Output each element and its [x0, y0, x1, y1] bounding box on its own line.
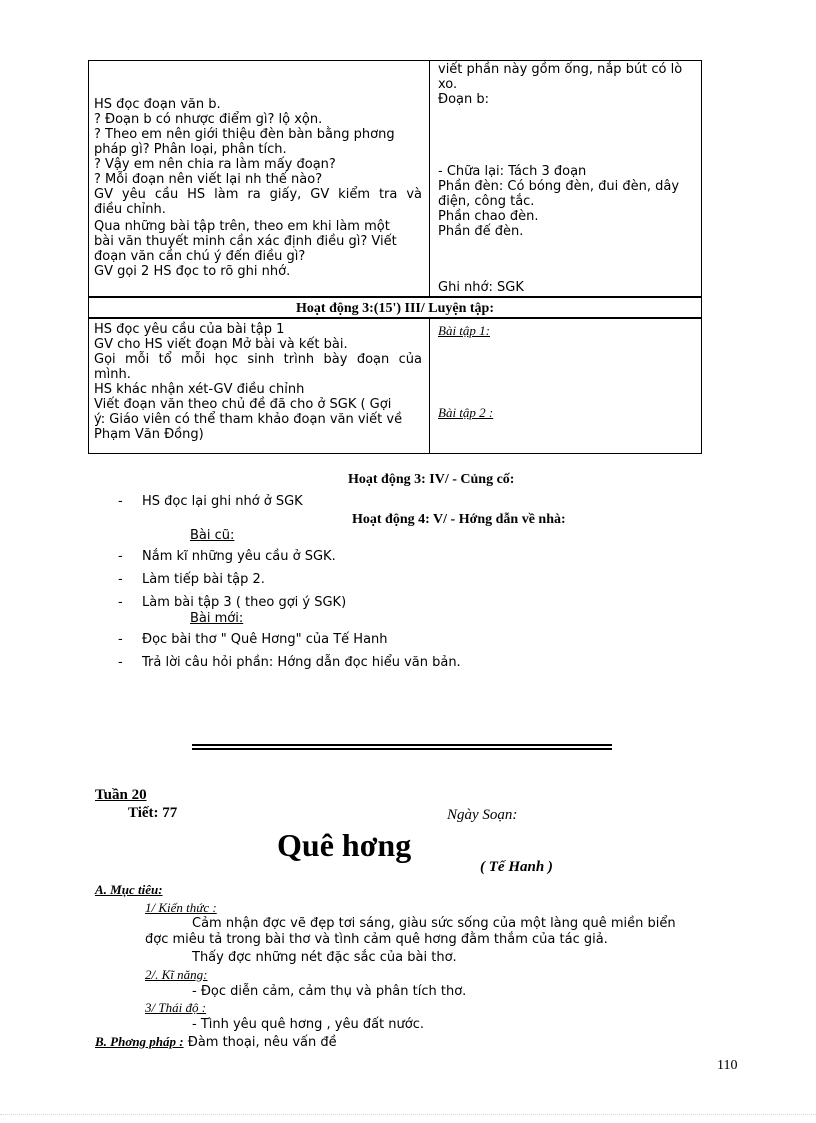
row1-left-line: điều chỉnh.	[94, 202, 166, 217]
row2-left-line: HS khác nhận xét-GV điều chỉnh	[94, 382, 305, 397]
lesson-table	[88, 60, 702, 454]
consolidation-heading: Hoạt động 3: IV/ - Củng cố:	[348, 472, 515, 487]
table-border-bottom	[88, 453, 702, 454]
row1-left-line: bài văn thuyết minh cần xác định điều gì? Viết	[94, 234, 397, 249]
old-lesson-item: Nắm kĩ những yêu cầu ở SGK.	[142, 549, 336, 564]
separator-rule-bottom	[192, 748, 612, 750]
bullet-dash: -	[118, 549, 123, 564]
row2-left-line: GV cho HS viết đoạn Mở bài và kết bài.	[94, 337, 348, 352]
row1-right-line: viết phần này gồm ống, nắp bút có lò	[438, 62, 683, 77]
old-lesson-item: Làm bài tập 3 ( theo gợi ý SGK)	[142, 595, 347, 610]
row2-left-line: HS đọc yêu cầu của bài tập 1	[94, 322, 285, 337]
old-lesson-label: Bài cũ:	[190, 528, 235, 543]
method-label: B. Phơng pháp :	[95, 1034, 184, 1049]
row1-left-cell	[94, 97, 422, 279]
row1-left-line: HS đọc đoạn văn b.	[94, 97, 221, 112]
row1-right-cell	[438, 62, 696, 107]
skills-line: - Đọc diễn cảm, cảm thụ và phân tích thơ.	[192, 984, 467, 999]
row1-right-line: Phần chao đèn.	[438, 209, 539, 224]
row2-left-line: mình.	[94, 367, 131, 382]
table-border-right	[701, 60, 702, 454]
bullet-dash: -	[118, 572, 123, 587]
method-text: Đàm thoại, nêu vấn đề	[183, 1035, 337, 1050]
row2-left-cell	[94, 322, 422, 442]
attitude-line: - Tình yêu quê hơng , yêu đất nước.	[192, 1017, 424, 1032]
separator-rule-top	[192, 744, 612, 746]
row2-left-line: Phạm Văn Đồng)	[94, 427, 204, 442]
row1-right-line: Phần đế đèn.	[438, 224, 524, 239]
homework-heading: Hoạt động 4: V/ - Hớng dẫn về nhà:	[352, 512, 566, 527]
author-name: ( Tế Hanh )	[480, 859, 553, 875]
row1-left-line: GV yêu cầu HS làm ra giấy, GV kiểm tra và	[94, 187, 422, 202]
date-label: Ngày Soạn:	[447, 807, 518, 823]
exercise2-label: Bài tập 2 :	[438, 405, 494, 420]
old-lesson-item: Làm tiếp bài tập 2.	[142, 572, 265, 587]
bullet-dash: -	[118, 494, 123, 509]
table-rule-header-top	[88, 296, 702, 298]
method-line	[95, 1034, 337, 1050]
row1-left-line: ? Theo em nên giới thiệu đèn bàn bằng phơng	[94, 127, 395, 142]
row1-right-line: Phần đèn: Có bóng đèn, đui đèn, dây	[438, 179, 680, 194]
row2-left-line: Viết đoạn văn theo chủ đề đã cho ở SGK ( Gợi	[94, 397, 392, 412]
row1-right-cell-lower	[438, 164, 696, 239]
row1-left-line: pháp gì? Phân loại, phân tích.	[94, 142, 287, 157]
row1-left-line: đoạn văn cần chú ý đến điều gì?	[94, 249, 306, 264]
new-lesson-item: Trả lời câu hỏi phần: Hớng dẫn đọc hiểu văn bản.	[142, 655, 461, 670]
bullet-dash: -	[118, 632, 123, 647]
period-label: Tiết: 77	[128, 805, 178, 821]
table-border-left	[88, 60, 89, 454]
activity3-header: Hoạt động 3:(15') III/ Luyện tập:	[296, 301, 494, 316]
knowledge-label: 1/ Kiến thức :	[145, 900, 217, 915]
row1-left-line: ? Đoạn b có nhược điểm gì? lộ xộn.	[94, 112, 323, 127]
attitude-label: 3/ Thái độ :	[145, 1000, 207, 1015]
table-rule-header-bottom	[88, 317, 702, 319]
row1-left-line: GV gọi 2 HS đọc to rõ ghi nhớ.	[94, 264, 291, 279]
row1-right-memo: Ghi nhớ: SGK	[438, 280, 524, 295]
new-lesson-item: Đọc bài thơ " Quê Hơng" của Tế Hanh	[142, 632, 388, 647]
bullet-dash: -	[118, 595, 123, 610]
lesson-title: Quê hơng	[277, 827, 412, 863]
knowledge-line: Thấy đợc những nét đặc sắc của bài thơ.	[192, 950, 457, 965]
week-label: Tuần 20	[95, 787, 147, 803]
consolidation-item: HS đọc lại ghi nhớ ở SGK	[142, 494, 303, 509]
new-lesson-label: Bài mới:	[190, 611, 244, 626]
objectives-heading: A. Mục tiêu:	[95, 882, 163, 897]
row1-right-line: Đoạn b:	[438, 92, 489, 107]
page-number: 110	[717, 1058, 738, 1073]
bullet-dash: -	[118, 655, 123, 670]
row1-left-line: ? Vậy em nên chia ra làm mấy đoạn?	[94, 157, 336, 172]
row1-left-line: Qua những bài tập trên, theo em khi làm một	[94, 219, 390, 234]
knowledge-line: đợc miêu tả trong bài thơ và tình cảm quê hơng đằm thắm của tác giả.	[145, 932, 608, 947]
row1-left-line: ? Mỗi đoạn nên viết lại nh thế nào?	[94, 172, 323, 187]
table-divider-row1	[429, 60, 430, 296]
row1-right-line: - Chữa lại: Tách 3 đoạn	[438, 164, 587, 179]
row1-right-line: điện, công tắc.	[438, 194, 535, 209]
knowledge-line: Cảm nhận đợc vẽ đẹp tơi sáng, giàu sức sống của một làng quê miền biển	[192, 916, 676, 931]
page-edge	[0, 1114, 816, 1115]
skills-label: 2/. Kĩ năng:	[145, 967, 208, 982]
table-border-top	[88, 60, 702, 61]
row2-left-line: ý: Giáo viên có thể tham khảo đoạn văn viết về	[94, 412, 403, 427]
row1-right-line: xo.	[438, 77, 458, 92]
row2-left-line: Gọi mỗi tổ mỗi học sinh trình bày đoạn của	[94, 352, 422, 367]
table-divider-row2	[429, 318, 430, 454]
exercise1-label: Bài tập 1:	[438, 323, 490, 338]
